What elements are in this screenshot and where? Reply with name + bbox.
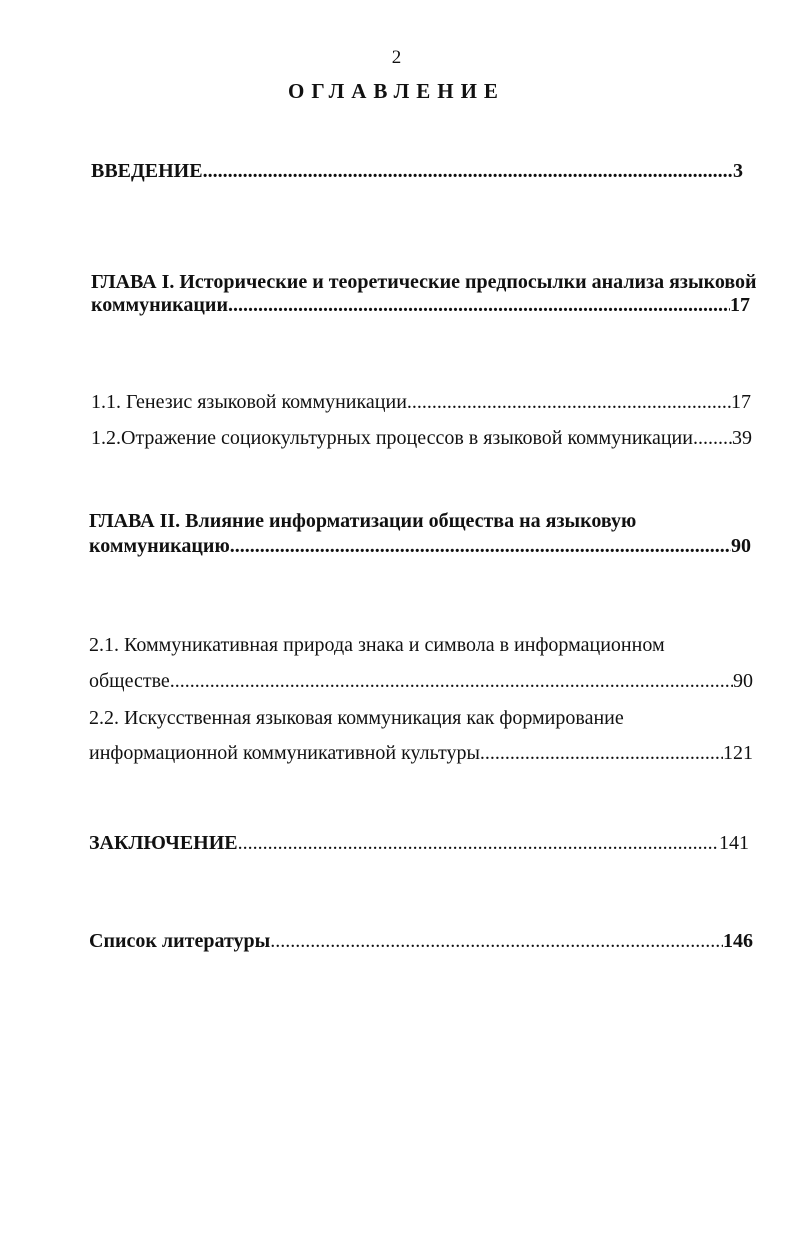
toc-page-number: 90 (733, 670, 753, 692)
toc-label: 1.2.Отражение социокультурных процессов в языковой коммуникации (91, 427, 693, 449)
toc-entry-2-2 (89, 741, 753, 765)
toc-entry-2-1 (89, 669, 753, 693)
toc-page-number: 3 (733, 160, 743, 182)
page-number: 2 (391, 47, 402, 68)
toc-section-2-1-title: 2.1. Коммуникативная природа знака и символа в информационном (89, 634, 665, 656)
toc-leader (407, 390, 731, 414)
toc-label: обществе (89, 670, 170, 692)
toc-page-number: 146 (723, 930, 753, 952)
toc-label: коммуникации (91, 294, 228, 316)
toc-page-number: 17 (731, 391, 751, 413)
toc-label: ВВЕДЕНИЕ (91, 160, 203, 182)
toc-label: 1.1. Генезис языковой коммуникации (91, 391, 407, 413)
toc-leader (238, 831, 719, 855)
toc-chapter2-title: ГЛАВА II. Влияние информатизации общества на языковую (89, 510, 637, 532)
toc-entry-chapter2 (89, 534, 751, 558)
toc-page-number: 39 (732, 427, 752, 449)
toc-leader (230, 534, 731, 558)
toc-leader (228, 293, 730, 317)
toc-page-number: 90 (731, 535, 751, 557)
toc-label: Список литературы (89, 930, 271, 952)
toc-section-2-2-title: 2.2. Искусственная языковая коммуникация как формирование (89, 707, 624, 729)
toc-entry-conclusion (89, 831, 749, 855)
toc-leader (203, 159, 733, 183)
toc-label: ЗАКЛЮЧЕНИЕ (89, 832, 238, 854)
toc-page-number: 121 (723, 742, 753, 764)
toc-label: информационной коммуникативной культуры (89, 742, 480, 764)
toc-page-number: 141 (719, 832, 749, 854)
toc-entry-1-2 (91, 426, 752, 450)
toc-leader (170, 669, 733, 693)
page-title: ОГЛАВЛЕНИЕ (288, 79, 505, 103)
toc-entry-1-1 (91, 390, 751, 414)
toc-entry-bibliography (89, 929, 753, 953)
toc-entry-chapter1 (91, 293, 750, 317)
toc-leader (480, 741, 723, 765)
toc-leader (270, 929, 723, 953)
toc-page-number: 17 (730, 294, 750, 316)
toc-leader (693, 426, 732, 450)
toc-chapter1-title: ГЛАВА I. Исторические и теоретические предпосылки анализа языковой (91, 271, 757, 293)
toc-entry-intro (91, 159, 743, 183)
toc-label: коммуникацию (89, 535, 230, 557)
